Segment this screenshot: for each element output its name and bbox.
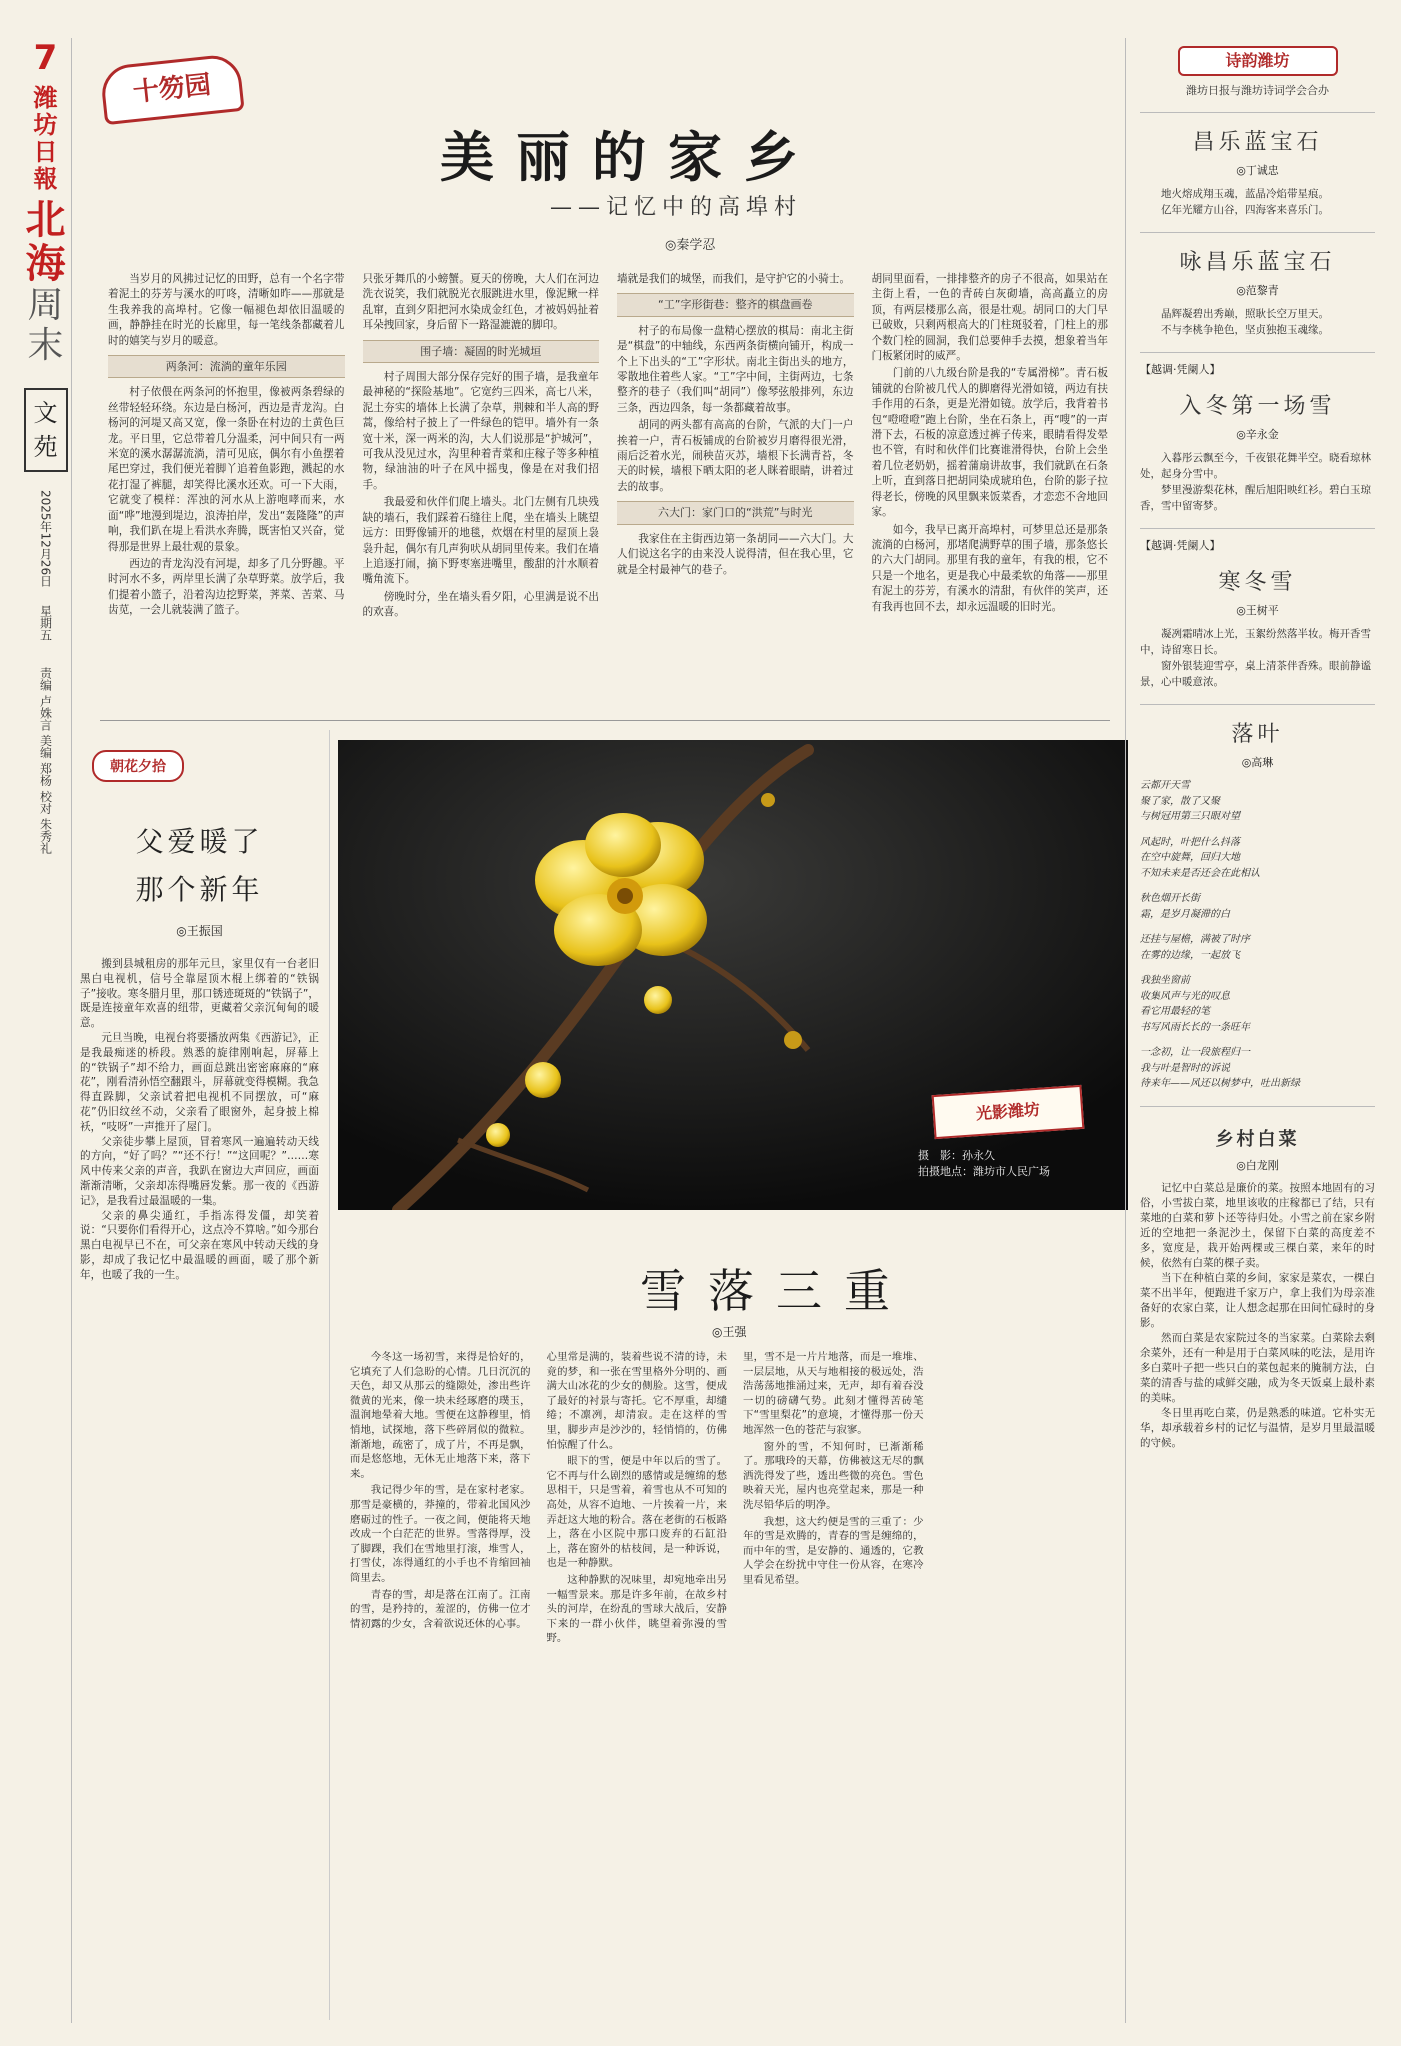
poem-title: 入冬第一场雪 bbox=[1179, 394, 1336, 419]
poem-line: 不知未来是否还会在此相认 bbox=[1140, 867, 1260, 879]
poem-line: 霜，是岁月凝滞的白 bbox=[1140, 908, 1230, 920]
paragraph: 我最爱和伙伴们爬上墙头。北门左侧有几块残缺的墙石，我们踩着石缝往上爬，坐在墙头上眺望远方：田野像铺开的地毯，炊烟在村里的屋顶上袅袅升起，偶尔有几声狗吠从胡同里传来。我们在墙上追逐打闹，摘下野枣塞进嘴里，酸甜的汁水顺着嘴角流下。 bbox=[362, 496, 599, 586]
paragraph: 父亲的鼻尖通红，手指冻得发僵，却笑着说：“只要你们看得开心，这点冷不算啥。”如今那台黑白电视早已不在，可父亲在寒风中转动天线的身影，却成了我记忆中最温暖的画面，暖了那个新年，也暖了我的一生。 bbox=[80, 1209, 319, 1281]
paragraph: 窗外的雪，不知何时，已渐渐稀了。那哦玲的天幕，仿佛被这无尽的飘洒洗得发了些，透出些微的亮色。雪色映着天光，屋内也亮堂起来，那是一种洗尽铅华后的明净。 bbox=[743, 1440, 924, 1511]
photo-credit bbox=[918, 1148, 1050, 1180]
paragraph: 这种静默的况味里，却宛地牵出另一幅雪景来。那是许多年前，在故乡村头的河岸，在纷乱的雪球大战后，安静下来的一群小伙伴，眺望着弥漫的雪野。 bbox=[546, 1573, 727, 1645]
poem-tune-tag: 【越调·凭阑人】 bbox=[1140, 539, 1221, 552]
poem-body bbox=[1140, 186, 1375, 218]
subheading: “工”字形街巷：整齐的棋盘画卷 bbox=[617, 293, 854, 316]
snow-article-author: ◎王强 bbox=[712, 1325, 747, 1339]
paragraph: 元旦当晚，电视台将要播放两集《西游记》，正是我最痴迷的桥段。熟悉的旋律刚响起，屏幕上的“铁锅子”却不给力，画面总跳出密密麻麻的“麻花”，刚看清孙悟空翻跟斗，屏幕就变得模糊。我急得直跺脚，父亲试着把电视机不同摆放，可“麻花”仍旧纹丝不动，父亲看了眼窗外，起身披上棉袄，“吱呀”一声推开了屋门。 bbox=[80, 1031, 319, 1133]
article-title: 美丽的家乡 bbox=[440, 125, 820, 189]
poem-line: 我与叶是智时的诉说 bbox=[1140, 1062, 1230, 1074]
divider bbox=[100, 720, 1110, 721]
stanza bbox=[1140, 973, 1375, 1035]
stanza bbox=[1140, 1045, 1375, 1092]
poem-line: 一念初，让一段旅程归一 bbox=[1140, 1047, 1250, 1058]
issue-date: 2025年12月26日 bbox=[38, 490, 53, 588]
page-number: 7 bbox=[33, 38, 58, 78]
poem-line: 与树冠用第三只眼对望 bbox=[1140, 811, 1240, 822]
poem-tune-tag: 【越调·凭阑人】 bbox=[1140, 363, 1221, 376]
paragraph: 村子的布局像一盘精心摆放的棋局：南北主街是“棋盘”的中轴线，东西两条街横向铺开，构成一个上下出头的“工”字形状。南北主街出头的地方，零散地住着些人家。“工”字中间，主街两边，七条整齐的巷子（我们叫“胡同”）像琴弦般排列，东边三条，西边四条，每一条都藏着故事。 bbox=[617, 324, 854, 414]
paragraph: 里，雪不是一片片地落，而是一堆堆、一层层地，从天与地相接的极远处，浩浩荡荡地推涌过来，无声，却有着吞没一切的磅礴气势。此刻才懂得苦砖笔下“雪里梨花”的意境，才懂得那一份天地浑然一色的苍茫与寂寥。 bbox=[743, 1351, 924, 1436]
poem-author: ◎范黎青 bbox=[1236, 284, 1279, 297]
father-article-body bbox=[80, 957, 319, 1967]
poem-title: 昌乐蓝宝石 bbox=[1192, 130, 1323, 155]
paragraph: 父亲徒步攀上屋顶，冒着寒风一遍遍转动天线的方向，“好了吗？”“还不行！”“这回呢？”……寒风中传来父亲的声音，我趴在窗边大声回应，画面渐渐清晰，父亲却冻得嘴唇发紫。那一夜的《西游记》，是我看过最温暖的一集。 bbox=[80, 1135, 319, 1207]
poem-author: ◎王树平 bbox=[1236, 604, 1279, 617]
paragraph: 眼下的雪，便是中年以后的雪了。它不再与什么剧烈的感情或是缠绵的愁思相干，只是雪着，着雪也从不可知的高处，从容不迫地、一片挨着一片，来弄赶这大地的粉合。落在老街的石板路上，落在小区院中那口废弃的石缸沿上，落在窗外的枯枝间，是一种诉说，也是一种静默。 bbox=[546, 1455, 727, 1570]
paragraph: 村子周围大部分保存完好的围子墙，是我童年最神秘的“探险基地”。它宽约三四米，高七八米，泥土夯实的墙体上长满了杂草，荆棘和半人高的野蒿，像给村子披上了一件绿色的铠甲。墙外有一条宽十米，深一两米的沟，大人们说那是“护城河”，可我从没见过水，沟里种着青菜和庄稼子等多种植物，绿油油的叶子在风中摇曳，像是在对我们招手。 bbox=[362, 371, 599, 491]
main-article-body bbox=[108, 272, 1108, 712]
brand-char: 海 bbox=[25, 240, 66, 287]
paper-name-char: 報 bbox=[33, 164, 58, 193]
poem-author: ◎辛永金 bbox=[1236, 428, 1279, 441]
poem-line: 晶辉凝碧出秀巅，照耿长空万里天。 bbox=[1161, 308, 1329, 320]
poem-line: 秋色烟开长街 bbox=[1140, 893, 1200, 904]
poetry-column bbox=[1125, 38, 1375, 2023]
poem-body bbox=[1140, 626, 1375, 690]
paragraph: 心里常是满的，装着些说不清的诗，未竟的梦，和一张在雪里格外分明的、画满大山冰花的少女的侧脸。这雪，便成了最好的衬景与寄托。它不厚重，却缱绻；不凛冽，却清寂。走在这样的雪里，脚步声是沙沙的，轻悄悄的，仿佛怕惊醒了什么。 bbox=[546, 1351, 727, 1451]
article-column bbox=[363, 272, 600, 712]
poem-line: 我独坐窗前 bbox=[1140, 975, 1190, 986]
poem-line: 还挂与屋檐，满被了时序 bbox=[1140, 934, 1250, 945]
subheading: 两条河：流淌的童年乐园 bbox=[108, 355, 345, 378]
poem-line: 凝冽霜晴冰上光，玉絮纷然落半妆。梅开香雪中，诗留寒日长。 bbox=[1140, 628, 1371, 656]
wintersweet-photo bbox=[338, 740, 1128, 1210]
paragraph: 门前的八九级台阶是我的“专属滑梯”。青石板铺就的台阶被几代人的脚磨得光滑如镜，两边有扶手作用的石条，更是光滑如镜。放学后，我背着书包“噔噔噔”跑上台阶，坐在石条上，再“嗖”的一声滑下去，石板的凉意透过裤子传来，眼睛看得发晕也不管，有时和伙伴们比赛谁滑得快，台阶上会坐着几位老奶奶，摇着蒲扇讲故事，我们就趴在石条上听，直到落日把胡同染成琥珀色，台阶的影子拉得老长，傍晚的风里飘来饭菜香，才恋恋不舍地回家。 bbox=[871, 367, 1108, 519]
brand-char: 北 bbox=[25, 196, 66, 243]
title-line: 那个新年 bbox=[135, 873, 264, 906]
poem-line: 梦里漫游梨花林，醒后旭阳映红衫。碧白玉琼香，雪中留寄梦。 bbox=[1140, 484, 1371, 512]
snow-article-title: 雪落三重 bbox=[640, 1264, 912, 1318]
poem-line: 看它用最轻的笔 bbox=[1140, 1006, 1210, 1017]
photographer: 摄 影：孙永久 bbox=[918, 1149, 995, 1162]
subheading: 六大门：家门口的“洪荒”与时光 bbox=[617, 501, 854, 524]
essay-body bbox=[1140, 1181, 1375, 1806]
essay-title: 乡村白菜 bbox=[1215, 1128, 1300, 1150]
title-line: 父爱暖了 bbox=[135, 825, 264, 858]
paragraph: 今冬这一场初雪，来得是恰好的，它填充了人们急盼的心情。几日沉沉的天色，却又从那云的缝隙处，渗出些许微黄的光来，像一块未经琢磨的璞玉，温润地晕着大地。雪便在这静穆里，悄悄地，试探地，落下些碎屑似的微粒。渐渐地，疏密了，成了片，不再是飘，而是悠悠地，无休无止地落下来，落下来。 bbox=[350, 1351, 531, 1480]
poem-line: 窗外银装迎雪亭，桌上清茶伴香殊。眼前静谧景，心中暖意浓。 bbox=[1140, 660, 1371, 688]
paragraph: 我想，这大约便是雪的三重了：少年的雪是欢腾的，青春的雪是缠绵的，而中年的雪，是安静的、通透的，它教人学会在纷扰中守住一份从容，在寒冷里看见希望。 bbox=[743, 1515, 924, 1586]
stanza bbox=[1140, 778, 1375, 825]
article-column bbox=[547, 1350, 728, 2010]
poem-line: 待来年——风还以树梦中，吐出新绿 bbox=[1140, 1078, 1300, 1089]
poem-title: 寒冬雪 bbox=[1218, 570, 1297, 595]
divider bbox=[1140, 112, 1375, 113]
poem-line: 入暮彤云飘至今，千夜银花舞半空。晓看琼林处，起身分雪中。 bbox=[1140, 452, 1371, 480]
poem-title: 咏昌乐蓝宝石 bbox=[1179, 250, 1336, 275]
paragraph: 西边的青龙沟没有河堤，却多了几分野趣。平时河水不多，两岸里长满了杂草野菜。放学后，我们提着小篮子，沿着沟边挖野菜，荠菜、苦菜、马齿苋，一会儿就装满了篮子。 bbox=[108, 557, 345, 617]
paper-name-char: 坊 bbox=[33, 110, 58, 139]
article-column bbox=[743, 1350, 924, 2010]
poem-line: 书写风雨长长的一条旺年 bbox=[1140, 1021, 1250, 1033]
article-column bbox=[872, 272, 1109, 712]
article-column bbox=[108, 272, 345, 712]
poem-line: 不与李桃争艳色，坚贞独抱玉魂缘。 bbox=[1161, 324, 1329, 336]
main-area bbox=[80, 30, 1120, 2020]
paragraph: 胡同里面看，一排排整齐的房子不很高，如果站在主街上看，一色的青砖白灰砌墙，高高矗立的房顶，有两层楼那么高，很是壮观。胡同口的大门早已破败，只剩两根高大的门柱斑驳着，门柱上的那个数门栓的圆洞，我们总要伸手去摸，想象着当年门板紧闭时的威严。 bbox=[871, 273, 1108, 363]
paragraph: 墙就是我们的城堡，而我们，是守护它的小骑士。 bbox=[617, 273, 851, 285]
poem-body bbox=[1140, 306, 1375, 338]
article-column bbox=[350, 1350, 531, 2010]
stanza bbox=[1140, 932, 1375, 963]
divider bbox=[1140, 352, 1375, 353]
weekly-label: 周末 bbox=[27, 285, 64, 366]
paragraph: 搬到县城租房的那年元旦，家里仅有一台老旧黑白电视机，信号全靠屋顶木棍上绑着的“铁锅子”接收。寒冬腊月里，那口锈迹斑斑的“铁锅子”，既是连接童年欢喜的纽带，更藏着父亲沉甸甸的暖意。 bbox=[80, 958, 319, 1030]
poem-body bbox=[1140, 450, 1375, 514]
section-label bbox=[24, 388, 68, 472]
poem-author: ◎丁诚忠 bbox=[1236, 164, 1279, 177]
article-subtitle: ——记忆中的高埠村 bbox=[550, 195, 803, 220]
paragraph: 当下在种植白菜的乡间，家家是菜农，一棵白菜不出半年，便跑进千家万户，拿上我们为母亲准备好的农家白菜，让人想念起那在田间忙碌时的身影。 bbox=[1140, 1271, 1375, 1329]
photo-location: 拍摄地点：潍坊市人民广场 bbox=[918, 1165, 1050, 1178]
paragraph: 冬日里再吃白菜，仍是熟悉的味道。它朴实无华，却承载着乡村的记忆与温情，是岁月里最温暖的守候。 bbox=[1140, 1406, 1375, 1449]
article-column bbox=[617, 272, 854, 712]
father-article-title bbox=[80, 818, 319, 914]
paragraph: 胡同的两头都有高高的台阶，气派的大门一户挨着一户，青石板铺成的台阶被岁月磨得很光滑，雨后泛着水光，闹秧苗灭苏，墙根下长满青苔，冬天的时候，墙根下晒太阳的老人眯着眼睛，讲着过去的故事。 bbox=[617, 419, 854, 493]
stanza bbox=[1140, 891, 1375, 922]
paper-name bbox=[20, 84, 71, 192]
poem-author: ◎高琳 bbox=[1241, 756, 1274, 769]
paragraph: 我家住在主街西边第一条胡同——六大门。大人们说这名字的由来没人说得清，但在我心里，它就是全村最神气的巷子。 bbox=[617, 532, 854, 576]
paragraph: 村子依偎在两条河的怀抱里，像被两条碧绿的丝带轻轻环绕。东边是白杨河，西边是青龙沟。白杨河的河堤又高又宽，像一条卧在村边的土黄色巨龙。平日里，它总带着几分温柔，河中间只有一两米宽的溪水潺潺流淌，清可见底，偶尔有小鱼摆着尾巴穿过，我们便光着脚丫追着鱼影跑，溅起的水花打湿了裤腿，却笑得比溪水还欢。可一下大雨，它就变了模样：浑浊的河水从上游咆哮而来，水面“哗”地漫到堤边，浪涛拍岸，发出“轰隆隆”的声响，我们趴在堤上看洪水奔腾，既害怕又兴奋，觉得那是世界上最壮观的景象。 bbox=[108, 386, 345, 553]
father-article-author: ◎王振国 bbox=[176, 924, 223, 938]
paper-name-char: 日 bbox=[33, 137, 58, 166]
paragraph: 记忆中白菜总是廉价的菜。按照本地固有的习俗，小雪拔白菜，地里该收的庄稼都已了结，只有菜地的白菜和萝卜还等待归处。小雪之前在家乡附近的空地把一条泥沙土，保留下白菜的高度差不多，宽度是，栽开始两棵或三棵白菜，来年的时候，依然有白菜的棵子卖。 bbox=[1140, 1181, 1375, 1269]
section-char: 文 bbox=[33, 399, 58, 427]
article-column bbox=[940, 1350, 1121, 2010]
paragraph: 青春的雪，却是落在江南了。江南的雪，是矜持的，羞涩的，仿佛一位才情初露的少女，含着欲说还休的心事。 bbox=[350, 1588, 531, 1630]
column-badge: 十笏园 bbox=[99, 53, 244, 125]
poem-line: 亿年光耀方山谷，四海客来喜乐门。 bbox=[1161, 204, 1329, 216]
paper-name-char: 潍 bbox=[33, 83, 58, 112]
stanza bbox=[1140, 835, 1375, 882]
divider bbox=[1140, 704, 1375, 705]
paragraph: 如今，我早已离开高埠村，可梦里总还是那条流淌的白杨河，那堵爬满野草的围子墙，那条悠长的六大门胡同。那里有我的童年，有我的根，它不只是一个地名，更是我心中最柔软的角落——那里有泥土的芬芳，有溪水的清甜，有伙伴的笑声，还有我再也回不去，却永远温暖的旧时光。 bbox=[871, 523, 1108, 613]
paragraph: 傍晚时分，坐在墙头看夕阳，心里满是说不出的欢喜。 bbox=[362, 590, 599, 619]
paragraph: 当岁月的风拂过记忆的田野，总有一个名字带着泥土的芬芳与溪水的叮咚，清晰如昨——那就是生我养我的高埠村。它像一幅褪色却依旧温暖的画，静静挂在时光的长廊里，每一笔线条都藏着儿时的嬉笑与岁月的暖意。 bbox=[108, 273, 345, 347]
poem-body bbox=[1140, 778, 1375, 1092]
essay-author: ◎白龙刚 bbox=[1236, 1158, 1279, 1172]
editors-credit: 责编 卢姝言 美编 郑杨 校对 朱秀礼 bbox=[38, 667, 53, 855]
poem-line: 云都开天雪 bbox=[1140, 780, 1190, 791]
divider bbox=[1140, 1106, 1375, 1107]
snow-article-body bbox=[350, 1350, 1120, 2010]
masthead bbox=[20, 38, 72, 2023]
weekly-brand bbox=[20, 198, 71, 286]
paragraph: 然而白菜是农家院过冬的当家菜。白菜除去剩余菜外，还有一种是用于白菜风味的吃法，是用许多白菜叶子把一些只白的菜包起来的腌制方法，白菜的清香与盐的咸鲜交融，成为冬天饭桌上最朴素的美味。 bbox=[1140, 1331, 1375, 1404]
section-char: 苑 bbox=[33, 433, 58, 461]
paragraph: 只张牙舞爪的小螃蟹。夏天的傍晚，大人们在河边洗衣说笑，我们就脱光衣服跳进水里，像泥鳅一样乱窜，直到夕阳把河水染成金红色，才被妈妈扯着耳朵拽回家，身后留下一路湿漉漉的脚印。 bbox=[362, 273, 599, 332]
paragraph: 我记得少年的雪，是在家村老家。那雪是豪横的，莽撞的，带着北国风沙磨砺过的性子。一夜之间，便能将天地改成一个白茫茫的世界。雪落得厚，没了脚踝，我们在雪地里打滚，堆雪人，打雪仗，冻得通红的小手也不肯缩回袖筒里去。 bbox=[350, 1484, 531, 1584]
poem-line: 风起时，叶把什么抖落 bbox=[1140, 836, 1240, 848]
flower-illustration bbox=[338, 740, 1128, 1210]
poem-line: 收集风声与光的叹息 bbox=[1140, 990, 1230, 1002]
poem-title: 落叶 bbox=[1231, 722, 1284, 747]
poem-line: 在空中旋舞，回归大地 bbox=[1140, 852, 1240, 863]
subheading: 围子墙：凝固的时光城垣 bbox=[363, 340, 600, 363]
divider bbox=[1140, 232, 1375, 233]
poetry-section-sub: 潍坊日报与潍坊诗词学会合办 bbox=[1186, 84, 1329, 97]
poetry-section-tag: 诗韵潍坊 bbox=[1178, 46, 1338, 76]
issue-weekday: 星期五 bbox=[38, 605, 53, 642]
father-article bbox=[80, 730, 330, 2020]
article-author: ◎秦学忍 bbox=[665, 238, 716, 253]
divider bbox=[1140, 528, 1375, 529]
poem-line: 在雾的边缘，一起放飞 bbox=[1140, 949, 1240, 961]
section-tag: 朝花夕拾 bbox=[92, 750, 184, 782]
photo-column-label: 光影潍坊 bbox=[932, 1085, 1085, 1139]
poem-line: 地火熔成翔玉魂，蓝晶冷焰带星痕。 bbox=[1161, 188, 1329, 200]
poem-line: 聚了家，散了又聚 bbox=[1140, 795, 1220, 807]
